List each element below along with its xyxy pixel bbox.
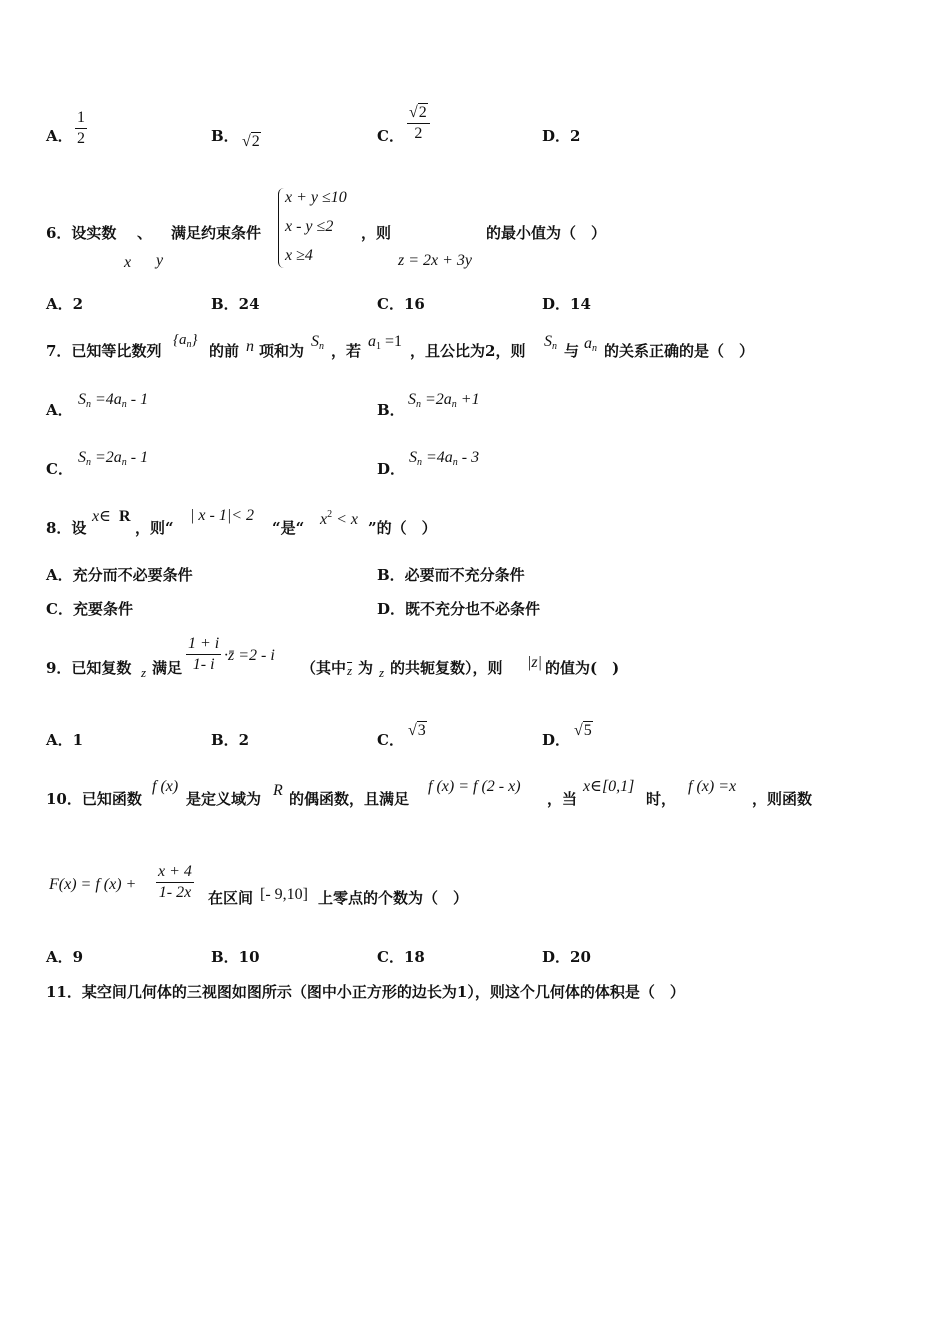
q7-option-c: $S_n =2a_n - 1$ <box>78 449 149 468</box>
q5-option-b-label: B． <box>211 127 239 145</box>
q6-prefix: 6．设实数 <box>46 224 117 242</box>
q9-p6: 的值为( ) <box>545 659 620 677</box>
q7-option-d: $S_n =4a_n - 3$ <box>409 449 480 468</box>
q7-option-a-label: A． <box>46 401 73 419</box>
q7-p1: 7．已知等比数列 <box>46 342 162 360</box>
q7-S: $S_n$ <box>311 333 324 352</box>
q10-p3: 的偶函数，且满足 <box>289 790 410 808</box>
q6-constraint-3: x ≥4 <box>285 247 313 264</box>
q9-option-d-label: D． <box>542 731 571 749</box>
q8-option-b: B．必要而不充分条件 <box>377 566 525 584</box>
q8-condition-2: $x^2 < x$ <box>320 509 359 528</box>
q9-p3: （其中 <box>301 659 347 677</box>
q7-a1: $a_1 =1$ <box>368 333 403 352</box>
q6-then: ，则 <box>361 224 392 242</box>
q8-p3: “是“ <box>272 519 305 537</box>
q6-mid: 满足约束条件 <box>171 224 262 242</box>
q5-option-b-sqrt: √2 <box>242 133 260 150</box>
q10-fx-def: f (x) =x <box>688 778 737 795</box>
q6-constraint-1: x + y ≤10 <box>285 189 347 206</box>
q10-option-d: D．20 <box>542 948 591 966</box>
q10-symmetry-eq: f (x) = f (2 - x) <box>428 778 521 795</box>
q7-option-b-label: B． <box>377 401 405 419</box>
q6-constraint-2: x - y ≤2 <box>285 218 334 235</box>
q10-p4: ，当 <box>547 790 578 808</box>
q9-p5: 的共轭复数），则 <box>390 659 503 677</box>
q5-option-a-fraction: $\frac{1}{2}$ <box>77 109 85 147</box>
q7-option-a: $S_n =4a_n - 1$ <box>78 391 149 410</box>
q9-option-d-sqrt: √5 <box>574 722 592 739</box>
q10-p2: 是定义域为 <box>186 790 262 808</box>
q7-sequence: $\{a_n\}$ <box>173 332 198 350</box>
q8-R: R <box>119 508 131 525</box>
q7-Sn: $S_n$ <box>544 333 557 352</box>
q9-option-b: B．2 <box>211 731 250 749</box>
q7-option-c-label: C． <box>46 460 73 478</box>
q7-option-b: $S_n =2a_n +1$ <box>408 391 480 410</box>
q10-R: R <box>273 782 283 799</box>
q10-F-def: F(x) = f (x) + <box>49 876 137 893</box>
q8-option-a: A．充分而不必要条件 <box>46 566 193 584</box>
q10-interval: [- 9,10] <box>260 886 308 903</box>
q9-option-a: A．1 <box>46 731 84 749</box>
q9-fraction: $\frac{1 + i}{1- i}$ <box>188 635 220 673</box>
q6-option-a: A．2 <box>46 295 84 313</box>
q10-p8: 上零点的个数为（ ） <box>318 889 469 907</box>
q8-p2: ，则“ <box>135 519 174 537</box>
q7-an: $a_n$ <box>584 335 597 354</box>
q10-p6: ，则函数 <box>752 790 813 808</box>
q8-x-in: x∈ <box>92 508 111 525</box>
q9-p4: 为 <box>358 659 374 677</box>
q11-text: 11．某空间几何体的三视图如图所示（图中小正方形的边长为1），则这个几何体的体积是（ ） <box>46 983 685 1001</box>
q9-equation-rest: ·z̄ =2 - i <box>224 647 275 664</box>
q7-p4: ，若 <box>331 342 362 360</box>
q9-option-c-label: C． <box>377 731 404 749</box>
q8-p4: ”的（ ） <box>368 519 437 537</box>
q9-option-c-sqrt: √3 <box>408 722 426 739</box>
q8-p1: 8．设 <box>46 519 87 537</box>
q6-option-b: B．24 <box>211 295 260 313</box>
q6-suffix: 的最小值为（ ） <box>486 224 607 242</box>
q6-system-brace <box>278 188 285 268</box>
q9-z-2: z <box>379 665 385 680</box>
q6-sep: 、 <box>137 224 153 242</box>
q10-p7: 在区间 <box>208 889 254 907</box>
q7-p7: 的关系正确的是（ ） <box>604 342 755 360</box>
q8-option-d: D．既不充分也不必条件 <box>377 600 541 618</box>
q8-condition-1: | x - 1|< 2 <box>190 507 255 524</box>
q10-option-a: A．9 <box>46 948 84 966</box>
q5-option-c-fraction: $\frac{√2}{2}$ <box>407 105 430 142</box>
q6-option-c: C．16 <box>377 295 425 313</box>
q10-option-c: C．18 <box>377 948 425 966</box>
q5-option-a-label: A． <box>46 127 73 145</box>
q5-option-c-label: C． <box>377 127 404 145</box>
q9-zbar: $\overline{z}$ <box>347 663 353 678</box>
q6-option-d: D．14 <box>542 295 591 313</box>
q10-fx: f (x) <box>152 778 179 795</box>
q7-p5: ，且公比为2，则 <box>410 342 526 360</box>
q7-p6: 与 <box>564 342 580 360</box>
q7-n: n <box>246 338 254 355</box>
q10-option-b: B．10 <box>211 948 260 966</box>
q7-p2: 的前 <box>209 342 240 360</box>
q6-objective: z = 2x + 3y <box>398 252 473 269</box>
q9-p1: 9．已知复数 <box>46 659 132 677</box>
q6-var-y: y <box>156 252 164 269</box>
q6-var-x: x <box>124 254 132 271</box>
q10-p1: 10．已知函数 <box>46 790 142 808</box>
q7-option-d-label: D． <box>377 460 406 478</box>
q9-z: z <box>141 665 147 680</box>
q5-option-d: D．2 <box>542 127 581 145</box>
q10-domain: x∈[0,1] <box>583 778 635 795</box>
q9-abs-z: |z| <box>527 654 543 671</box>
q10-p5: 时， <box>646 790 677 808</box>
q9-p2: 满足 <box>152 659 183 677</box>
q7-p3: 项和为 <box>259 342 305 360</box>
q10-fraction: $\frac{x + 4}{1- 2x}$ <box>158 863 192 901</box>
q8-option-c: C．充要条件 <box>46 600 133 618</box>
